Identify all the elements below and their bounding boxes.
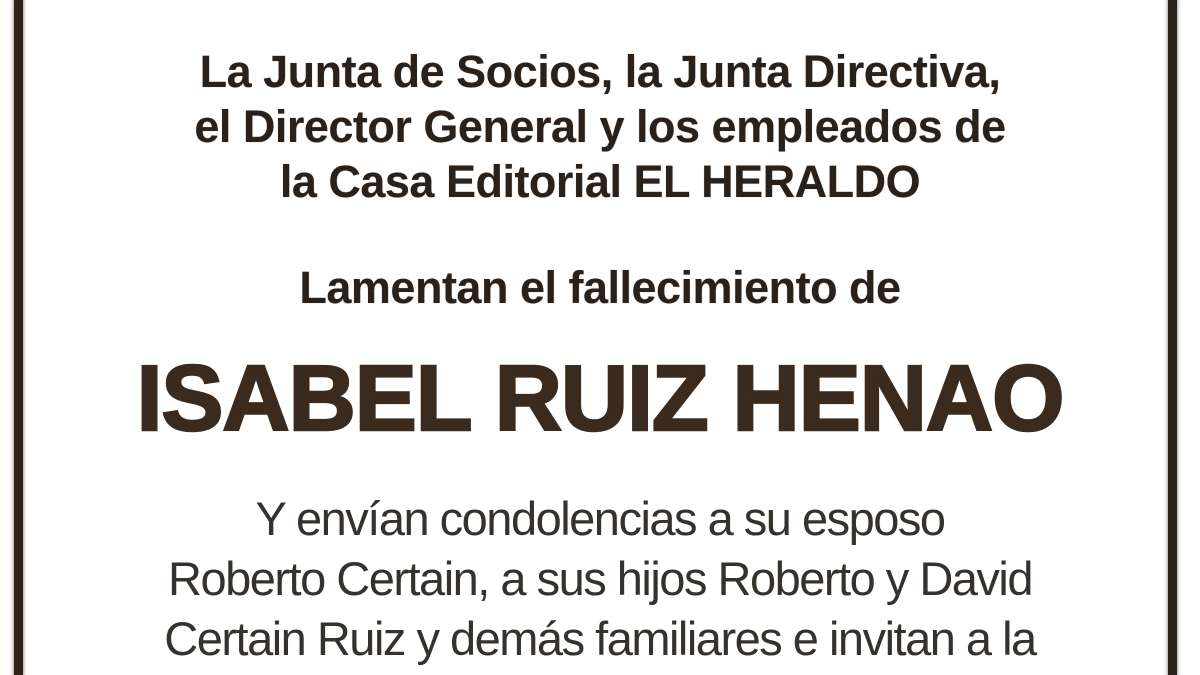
announcer-line-1: La Junta de Socios, la Junta Directiva, — [199, 46, 1001, 97]
condolence-line-1: Y envían condolencias a su esposo — [255, 492, 945, 545]
deceased-name: ISABEL RUIZ HENAO — [136, 346, 1064, 450]
condolence-block — [40, 489, 1160, 669]
condolence-line-3: Certain Ruiz y demás familiares e invitan a la — [164, 612, 1036, 665]
announcer-line-2: el Director General y los empleados de — [194, 101, 1006, 152]
left-border-rule — [14, 0, 23, 675]
right-border-rule — [1168, 0, 1177, 675]
condolence-line-2: Roberto Certain, a sus hijos Roberto y David — [168, 552, 1032, 605]
lament-line: Lamentan el fallecimiento de — [299, 262, 901, 313]
announcer-line-3: la Casa Editorial EL HERALDO — [279, 156, 921, 207]
announcer-block — [40, 44, 1160, 209]
notice-content — [40, 0, 1160, 675]
